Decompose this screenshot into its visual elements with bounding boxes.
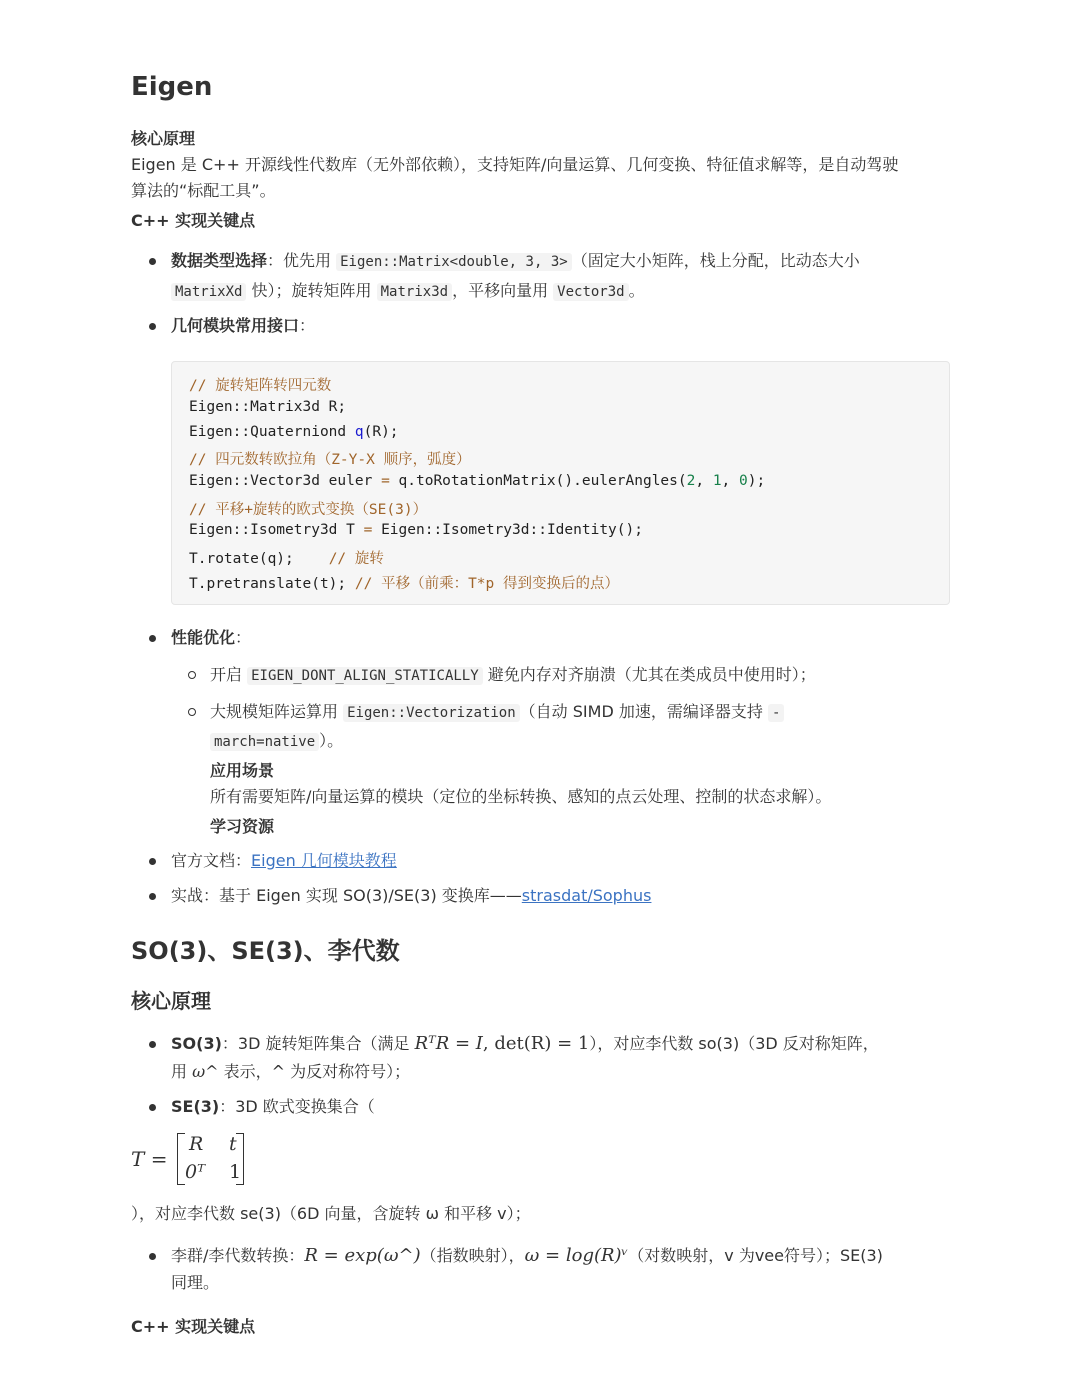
bullet-text: ：优先用 (267, 251, 337, 270)
bullet-text: （指数映射）， (420, 1246, 525, 1265)
sub-bullet-align (210, 662, 816, 689)
bullet-label: 几何模块常用接口 (171, 316, 300, 335)
code-token: Eigen::Isometry3d T (189, 522, 364, 538)
bullet-text: （对数映射，v 为vee符号）；SE(3) (628, 1246, 883, 1265)
bullet-label: 性能优化 (171, 628, 236, 647)
bullet-so3: SO(3)：3D 旋转矩阵集合（满足 RᵀR = I, det(R) = 1），对应李代数 so(3)（3D 反对称矩阵， (171, 1033, 879, 1054)
bullet-dot (149, 1041, 156, 1048)
code-token: 1 (712, 473, 722, 489)
code-token: = (363, 522, 373, 538)
principle-text-line1: Eigen 是 C++ 开源线性代数库（无外部依赖），支持矩阵/向量运算、几何变换、特征值求解等，是自动驾驶 (131, 155, 899, 174)
bullet-text: ：3D 旋转矩阵集合（满足 (221, 1034, 415, 1053)
sub-bullet-text: 避免内存对齐崩溃（尤其在类成员中使用时）； (482, 665, 816, 684)
code-line (189, 572, 619, 593)
bullet-lie-conversion-line2: 同理。 (171, 1273, 220, 1292)
matrix-lhs: T = (131, 1147, 168, 1171)
bullet-text: 用 (171, 1062, 193, 1081)
resource-practice (171, 883, 651, 909)
code-token: ); (747, 473, 766, 489)
bullet-label: 数据类型选择 (171, 251, 268, 270)
code-token: (R); (363, 424, 399, 440)
section-heading-cpp-2: C++ 实现关键点 (131, 1317, 256, 1336)
bullet-text: ，平移向量用 (452, 281, 554, 300)
sub-bullet-vectorization (210, 699, 784, 726)
bullet-dot (149, 1253, 156, 1260)
code-line (189, 498, 427, 519)
eigen-geometry-tutorial-link[interactable]: Eigen 几何模块教程 (251, 851, 397, 870)
code-token: , (695, 473, 713, 489)
code-token: 2 (686, 473, 696, 489)
code-comment: // 旋转矩阵转四元数 (189, 378, 332, 394)
bullet-lie-conversion (171, 1243, 883, 1269)
resource-text: 官方文档： (171, 851, 252, 870)
section-heading-cpp: C++ 实现关键点 (131, 211, 256, 230)
inline-code: EIGEN_DONT_ALIGN_STATICALLY (247, 667, 483, 685)
bullet-text: ： (299, 316, 316, 335)
bullet-dot (149, 1104, 156, 1111)
sub-bullet-text: 大规模矩阵运算用 (210, 702, 344, 721)
inline-code: Matrix3d (377, 283, 452, 301)
matrix-cell: 1 (229, 1161, 242, 1183)
page-title: Eigen (131, 72, 213, 102)
code-line (189, 473, 765, 489)
sub-bullet-text: 开启 (210, 665, 248, 684)
bullet-data-types-line2 (171, 278, 645, 305)
code-token: , (721, 473, 740, 489)
math-expression: ω^ (192, 1062, 219, 1081)
bullet-dot (149, 323, 156, 330)
section-heading-principle: 核心原理 (131, 129, 196, 148)
math-expression: R = exp(ω^) (304, 1245, 421, 1266)
sub-bullet-circle (188, 708, 196, 716)
bullet-dot (149, 893, 156, 900)
matrix-cell: t (229, 1133, 237, 1155)
math-expression: RᵀR = I (414, 1033, 483, 1054)
inline-code: Vector3d (553, 283, 628, 301)
code-line (189, 547, 384, 568)
bullet-text: 。 (628, 281, 645, 300)
sub-bullet-text: （自动 SIMD 加速，需编译器支持 (519, 702, 768, 721)
bullet-text: 李群/李代数转换： (171, 1246, 305, 1265)
sub-bullet-text: ）。 (319, 731, 344, 750)
sub-bullet-vectorization-line2 (210, 728, 343, 755)
code-block (171, 361, 950, 605)
application-text: 所有需要矩阵/向量运算的模块（定位的坐标转换、感知的点云处理、控制的状态求解）。 (210, 787, 832, 806)
code-token: = (381, 473, 390, 489)
bullet-text: 快）；旋转矩阵用 (246, 281, 377, 300)
bullet-text: 表示，^ 为反对称符号）； (218, 1062, 411, 1081)
principle-text-line2: 算法的“标配工具”。 (131, 181, 276, 200)
matrix-cell: 0ᵀ (185, 1161, 206, 1183)
bullet-text: ： (235, 628, 252, 647)
bullet-dot (149, 635, 156, 642)
inline-code: Eigen::Matrix<double, 3, 3> (336, 253, 572, 271)
code-token: Eigen::Isometry3d::Identity(); (372, 522, 643, 538)
subsection-title-principle: 核心原理 (131, 989, 211, 1013)
code-token: 0 (739, 473, 748, 489)
inline-code: Eigen::Vectorization (343, 704, 520, 722)
code-comment: // 平移+旋转的欧式变换（SE(3)） (189, 502, 428, 518)
resource-text: 实战：基于 Eigen 实现 SO(3)/SE(3) 变换库—— (171, 886, 522, 905)
inline-code: - (768, 704, 784, 722)
code-line (189, 448, 471, 469)
inline-code: march=native (210, 733, 319, 751)
bullet-performance (171, 625, 251, 651)
bullet-so3-line2 (171, 1059, 410, 1085)
math-expression: ω = log(R)ᵛ (524, 1245, 629, 1266)
code-token: T.pretranslate(t); (189, 576, 355, 592)
bullet-label: SO(3) (171, 1034, 222, 1053)
code-token: Eigen::Quaterniond (189, 424, 355, 440)
sophus-repo-link[interactable]: strasdat/Sophus (521, 886, 652, 905)
code-token: Eigen::Vector3d euler (189, 473, 382, 489)
section-title-lie: SO(3)、SE(3)、李代数 (131, 937, 400, 965)
se3-description: ），对应李代数 se(3)（6D 向量，含旋转 ω 和平移 v）； (131, 1204, 531, 1223)
bullet-data-types (171, 248, 860, 275)
inline-code: MatrixXd (171, 283, 246, 301)
code-comment: // 四元数转欧拉角（Z-Y-X 顺序，弧度） (189, 452, 471, 468)
code-line: Eigen::Matrix3d R; (189, 399, 347, 415)
bullet-geometry (171, 313, 315, 339)
matrix-bracket-left (177, 1133, 185, 1185)
matrix-cell: R (189, 1133, 204, 1155)
resources-heading: 学习资源 (210, 817, 275, 836)
bullet-dot (149, 258, 156, 265)
bullet-se3 (171, 1094, 375, 1120)
resource-official-docs (171, 848, 397, 874)
code-token: T.rotate(q); (189, 551, 329, 567)
bullet-dot (149, 858, 156, 865)
bullet-text: ），对应李代数 so(3)（3D 反对称矩阵， (589, 1034, 879, 1053)
code-token: q.toRotationMatrix().eulerAngles( (389, 473, 687, 489)
code-line (189, 424, 399, 440)
math-expression: det(R) = 1 (494, 1033, 590, 1054)
code-line (189, 374, 331, 395)
bullet-text: （固定大小矩阵，栈上分配，比动态大小 (571, 251, 860, 270)
code-line (189, 522, 643, 538)
sub-bullet-circle (188, 671, 196, 679)
bullet-label: SE(3) (171, 1097, 220, 1116)
application-heading: 应用场景 (210, 761, 275, 780)
code-comment: // 旋转 (328, 551, 384, 567)
matrix-bracket-right (236, 1133, 244, 1185)
bullet-text: ：3D 欧式变换集合（ (219, 1097, 375, 1116)
code-comment: // 平移（前乘：T*p 得到变换后的点） (354, 576, 619, 592)
code-token: q (354, 424, 364, 440)
